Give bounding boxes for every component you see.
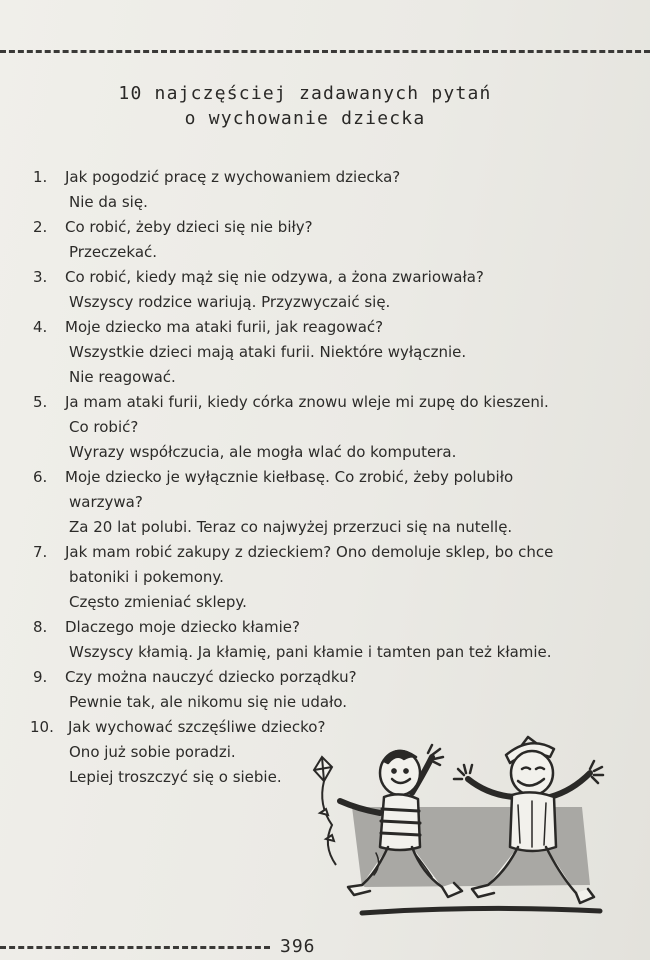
question-text: Jak wychować szczęśliwe dziecko? [68,718,326,736]
question-text: Co robić, kiedy mąż się nie odzywa, a żona zwariowała? [65,268,484,286]
page-number: 396 [280,936,316,957]
answer-text: Wyrazy współczucia, ale mogła wlać do komputera. [69,443,457,461]
question-text: Czy można nauczyć dziecko porządku? [65,668,357,686]
item-number: 8. [33,618,48,636]
answer-text: Wszystkie dzieci mają ataki furii. Niektóre wyłącznie. [69,343,467,361]
item-number: 2. [33,218,48,236]
item-number: 3. [33,268,48,286]
item-number: 10. [30,718,54,736]
question-text: Dlaczego moje dziecko kłamie? [65,618,300,636]
answer-text: Ono już sobie poradzi. [69,743,236,761]
item-number: 5. [33,393,48,411]
question-text: warzywa? [69,493,143,511]
question-text: Ja mam ataki furii, kiedy córka znowu wleje mi zupę do kieszeni. [65,393,549,411]
answer-text: Pewnie tak, ale nikomu się nie udało. [69,693,348,711]
question-text: Jak mam robić zakupy z dzieckiem? Ono demoluje sklep, bo chce [65,543,554,561]
answer-text: Lepiej troszczyć się o siebie. [69,768,282,786]
item-number: 7. [33,543,48,561]
answer-text: Wszyscy rodzice wariują. Przyzwyczaić się. [69,293,391,311]
question-text: Co robić? [69,418,139,436]
bottom-dashed-rule [0,946,270,949]
answer-text: Za 20 lat polubi. Teraz co najwyżej przerzuci się na nutellę. [69,518,513,536]
kite-icon [314,757,336,865]
page-title-line-2: o wychowanie dziecka [184,108,426,129]
question-text: Moje dziecko je wyłącznie kiełbasę. Co zrobić, żeby polubiło [65,468,514,486]
question-text: Co robić, żeby dzieci się nie biły? [65,218,313,236]
dancing-children-illustration [292,735,612,925]
item-number: 6. [33,468,48,486]
top-dashed-rule [0,50,650,53]
item-number: 4. [33,318,48,336]
page-title-line-1: 10 najczęściej zadawanych pytań [118,83,492,104]
answer-text: Często zmieniać sklepy. [69,593,247,611]
question-text: Moje dziecko ma ataki furii, jak reagować? [65,318,384,336]
answer-text: Nie reagować. [69,368,176,386]
answer-text: Wszyscy kłamią. Ja kłamię, pani kłamie i tamten pan też kłamie. [69,643,552,661]
question-text: Jak pogodzić pracę z wychowaniem dziecka? [65,168,401,186]
answer-text: Nie da się. [69,193,148,211]
question-text: batoniki i pokemony. [69,568,224,586]
item-number: 1. [33,168,48,186]
answer-text: Przeczekać. [69,243,158,261]
item-number: 9. [33,668,48,686]
ground-line [362,908,600,913]
